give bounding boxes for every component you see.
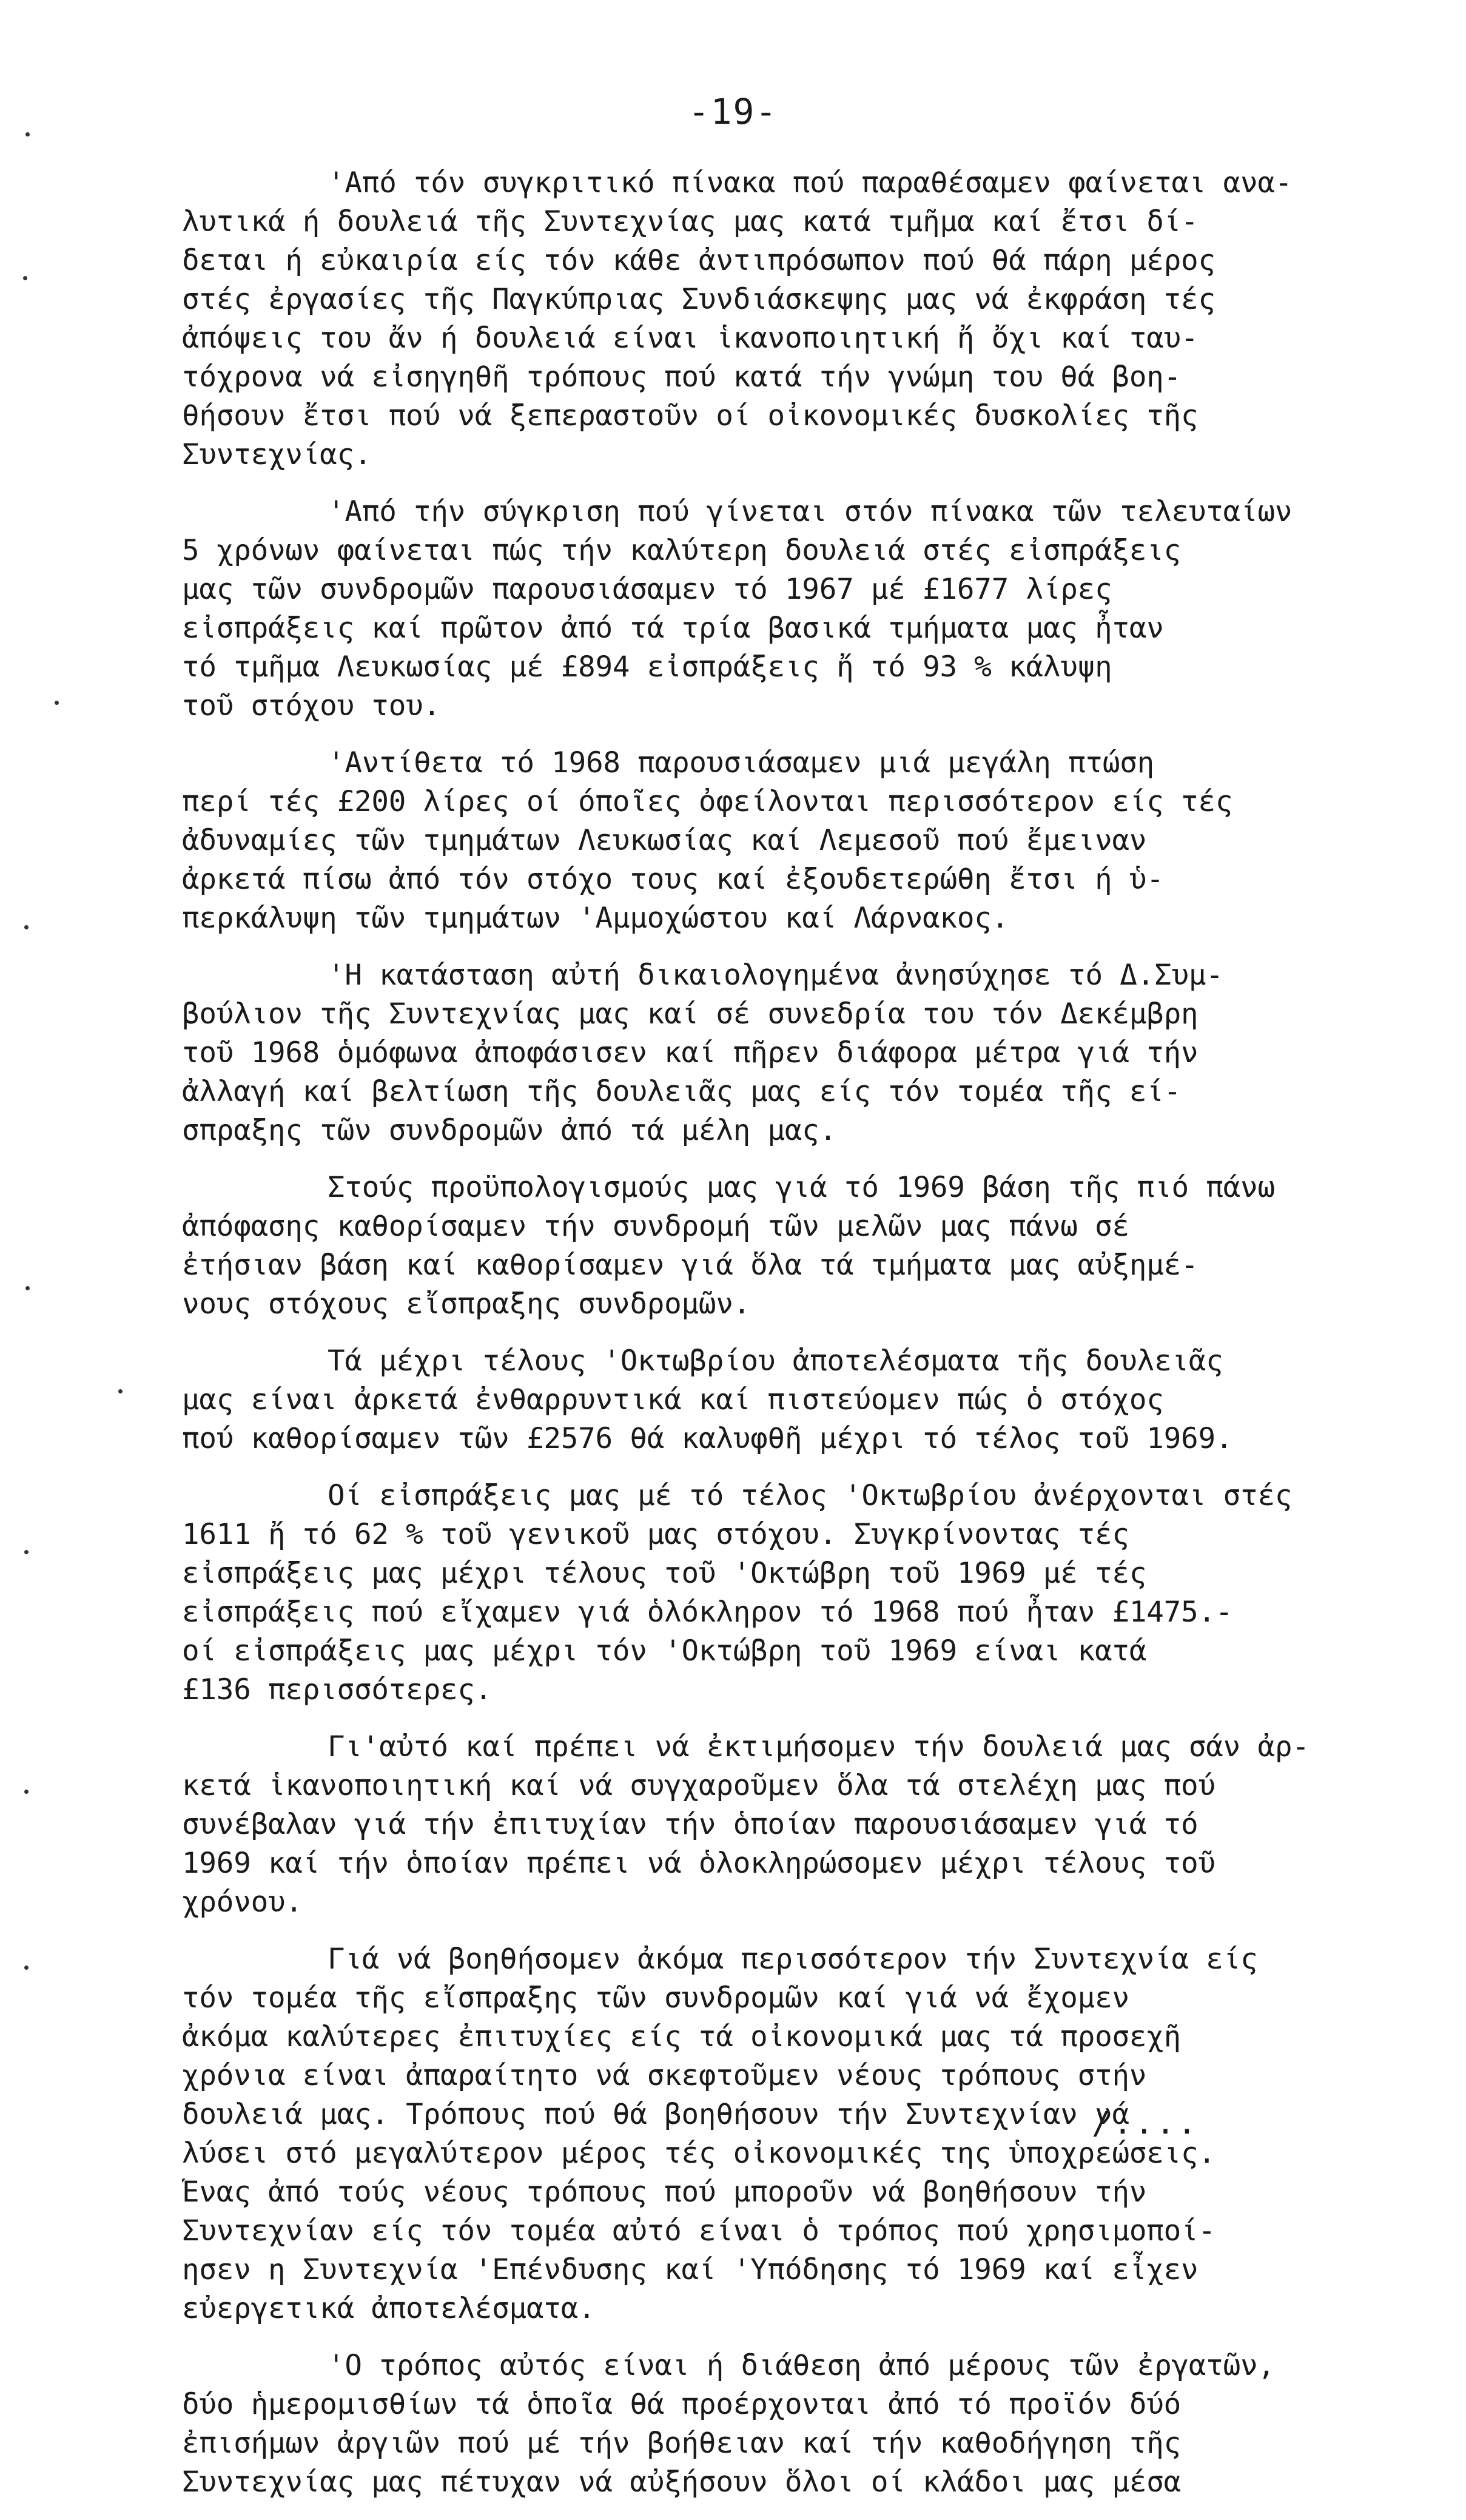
continuation-mark: /.... [1092,2105,1199,2141]
text-line: περκάλυψη τῶν τμημάτων 'Αμμοχώστου καί Λάρνακος. [182,901,1009,935]
text-line: 'Από τήν σύγκριση πού γίνεται στόν πίνακα τῶν τελευταίων [328,495,1293,528]
text-line: Συντεχνίας μας πέτυχαν νά αὐξήσουν ὅλοι οί κλάδοι μας μέσα [182,2465,1182,2499]
paragraph [182,493,1347,726]
text-line: λύσει στό μεγαλύτερον μέρος τές οἰκονομικές της ὑποχρεώσεις. [182,2137,1216,2170]
text-line: 'Από τόν συγκριτικό πίνακα πού παραθέσαμεν φαίνεται ανα- [328,166,1293,200]
text-line: 'Αντίθετα τό 1968 παρουσιάσαμεν μιά μεγάλη πτώση [328,746,1155,780]
text-line: εὐεργετικά ἀποτελέσματα. [182,2292,596,2325]
paragraph [182,1728,1347,1922]
scan-speck [25,1286,30,1290]
text-line: σπραξης τῶν συνδρομῶν ἀπό τά μέλη μας. [182,1114,837,1147]
text-line: ἀλλαγή καί βελτίωση τῆς δουλειᾶς μας είς τόν τομέα τῆς εί- [182,1075,1182,1108]
text-line: εἰσπράξεις πού εἴχαμεν γιά ὁλόκληρον τό 1968 πού ἦταν £1475.- [182,1595,1233,1629]
text-line: μας είναι ἀρκετά ἐνθαρρυντικά καί πιστεύομεν πώς ὁ στόχος [182,1383,1164,1417]
text-line: ἀπόφασης καθορίσαμεν τήν συνδρομή τῶν μελῶν μας πάνω σέ [182,1210,1129,1243]
text-line: τόχρονα νά εἰσηγηθῆ τρόπους πού κατά τήν γνώμη του θά βοη- [182,360,1182,394]
text-line: εἰσπράξεις μας μέχρι τέλους τοῦ 'Οκτώβρη τοῦ 1969 μέ τές [182,1557,1147,1590]
text-line: χρόνου. [182,1885,303,1919]
scan-speck [55,701,59,705]
text-line: θήσουν ἔτσι πού νά ξεπεραστοῦν οί οἰκονομικές δυσκολίες τῆς [182,399,1199,433]
text-line: δύο ἡμερομισθίων τά ὁποῖα θά προέρχονται ἀπό τό προϊόν δύό [182,2388,1182,2421]
text-line: Ένας ἀπό τούς νέους τρόπους πού μποροῦν νά βοηθήσουν τήν [182,2175,1147,2209]
text-line: τοῦ στόχου του. [182,689,440,723]
text-line: οί εἰσπράξεις μας μέχρι τόν 'Οκτώβρη τοῦ 1969 είναι κατά [182,1634,1147,1668]
text-line: 1611 ἤ τό 62 % τοῦ γενικοῦ μας στόχου. Συγκρίνοντας τές [182,1518,1129,1551]
text-line: ἀπόψεις του ἄν ή δουλειά είναι ἱκανοποιητική ἤ ὄχι καί ταυ- [182,322,1199,355]
paragraph [182,1342,1347,1458]
text-line: νους στόχους εἴσπραξης συνδρομῶν. [182,1287,751,1321]
text-line: ἀκόμα καλύτερες ἐπιτυχίες είς τά οἰκονομικά μας τά προσεχῆ [182,2020,1182,2053]
text-line: τοῦ 1968 ὁμόφωνα ἀποφάσισεν καί πῆρεν διάφορα μέτρα γιά τήν [182,1036,1199,1070]
paragraph [182,744,1347,938]
text-line: Συντεχνίαν είς τόν τομέα αὐτό είναι ὁ τρόπος πού χρησιμοποί- [182,2214,1216,2248]
text-line: Γιά νά βοηθήσομεν ἀκόμα περισσότερον τήν Συντεχνία είς [328,1942,1258,1976]
text-line: χρόνια είναι ἀπαραίτητο νά σκεφτοῦμεν νέους τρόπους στήν [182,2059,1147,2092]
scan-speck [118,1389,123,1393]
text-line: συνέβαλαν γιά τήν ἐπιτυχίαν τήν ὁποίαν παρουσιάσαμεν γιά τό [182,1808,1199,1841]
text-line: 5 χρόνων φαίνεται πώς τήν καλύτερη δουλειά στές εἰσπράξεις [182,534,1182,567]
text-line: Συντεχνίας. [182,438,372,471]
text-line: Τά μέχρι τέλους 'Οκτωβρίου ἀποτελέσματα τῆς δουλειᾶς [328,1344,1223,1378]
text-line: ησεν η Συντεχνία 'Επένδυσης καί 'Υπόδησης τό 1969 καί εἶχεν [182,2253,1199,2286]
text-line: Οί εἰσπράξεις μας μέ τό τέλος 'Οκτωβρίου ἀνέρχονται στές [328,1479,1293,1512]
text-line: ἀρκετά πίσω ἀπό τόν στόχο τους καί ἐξουδετερώθη ἔτσι ή ὑ- [182,863,1164,896]
text-line: λυτικά ή δουλειά τῆς Συντεχνίας μας κατά τμῆμα καί ἔτσι δί- [182,205,1199,238]
text-line: κετά ἱκανοποιητική καί νά συγχαροῦμεν ὅλα τά στελέχη μας πού [182,1769,1216,1802]
text-line: τό τμῆμα Λευκωσίας μέ £894 εἰσπράξεις ἤ τό 93 % κάλυψη [182,650,1112,684]
text-line: 'Ο τρόπος αὐτός είναι ή διάθεση ἀπό μέρους τῶν ἐργατῶν, [328,2349,1275,2382]
text-line: ἐτήσιαν βάση καί καθορίσαμεν γιά ὅλα τά τμήματα μας αὐξημέ- [182,1248,1199,1282]
text-line: Γι'αὐτό καί πρέπει νά ἐκτιμήσομεν τήν δουλειά μας σάν ἀρ- [328,1730,1310,1764]
text-line: δεται ή εὐκαιρία είς τόν κάθε ἀντιπρόσωπον πού θά πάρη μέρος [182,244,1216,277]
text-line: μας τῶν συνδρομῶν παρουσιάσαμεν τό 1967 μέ £1677 λίρες [182,573,1112,606]
text-line: στές ἐργασίες τῆς Παγκύπριας Συνδιάσκεψης μας νά ἐκφράση τές [182,283,1216,316]
paragraph [182,1477,1347,1710]
text-line: πού καθορίσαμεν τῶν £2576 θά καλυφθῆ μέχρι τό τέλος τοῦ 1969. [182,1422,1233,1455]
scan-speck [24,1966,29,1970]
scan-speck [24,925,29,929]
paragraph [182,956,1347,1150]
scan-speck [24,1550,29,1554]
document-body [182,164,1347,2520]
text-line: ἐπισήμων ἀργιῶν πού μέ τήν βοήθειαν καί τήν καθοδήγηση τῆς [182,2427,1182,2460]
text-line: ἀδυναμίες τῶν τμημάτων Λευκωσίας καί Λεμεσοῦ πού ἔμειναν [182,824,1147,857]
text-line: τόν τομέα τῆς εἴσπραξης τῶν συνδρομῶν καί γιά νά ἔχομεν [182,1981,1129,2015]
text-line: £136 περισσότερες. [182,1673,493,1706]
text-line: περί τές £200 λίρες οί όποῖες ὀφείλονται περισσότερον είς τές [182,785,1233,818]
text-line: Στούς προϋπολογισμούς μας γιά τό 1969 βάση τῆς πιό πάνω [328,1171,1275,1204]
text-line: βούλιον τῆς Συντεχνίας μας καί σέ συνεδρία του τόν Δεκέμβρη [182,997,1199,1031]
page-number: -19- [688,91,778,132]
paragraph [182,164,1347,474]
scan-speck [23,276,27,280]
text-line: δουλειά μας. Τρόπους πού θά βοηθήσουν τήν Συντεχνίαν νά [182,2098,1129,2131]
paragraph [182,2346,1347,2502]
scan-speck [25,132,30,136]
text-line: 1969 καί τήν ὁποίαν πρέπει νά ὁλοκληρώσομεν μέχρι τέλους τοῦ [182,1847,1216,1880]
text-line: 'Η κατάσταση αὐτή δικαιολογημένα ἀνησύχησε τό Δ.Συμ- [328,958,1223,992]
scan-speck [24,1790,29,1794]
paragraph [182,1168,1347,1324]
text-line: εἰσπράξεις καί πρῶτον ἀπό τά τρία βασικά τμήματα μας ἦταν [182,611,1164,645]
